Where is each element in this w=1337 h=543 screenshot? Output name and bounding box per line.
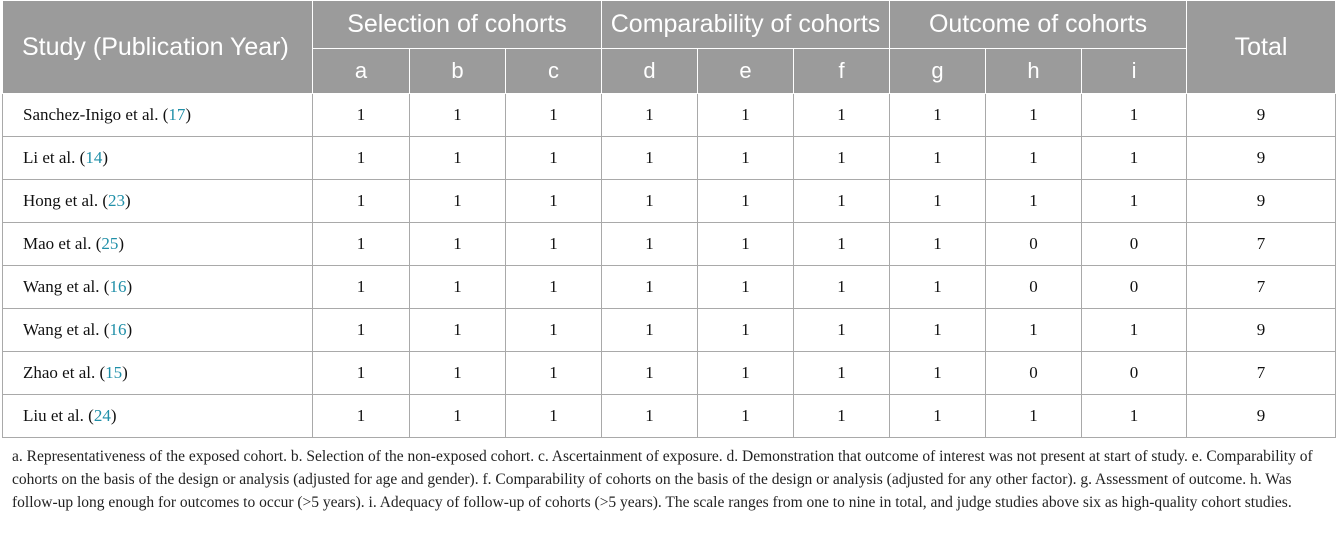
score-cell-a: 1	[313, 395, 410, 438]
score-cell-h: 1	[986, 94, 1082, 137]
close-paren: )	[185, 105, 192, 124]
total-score-cell: 7	[1187, 352, 1336, 395]
score-cell-d: 1	[602, 223, 698, 266]
close-paren: )	[126, 320, 133, 339]
total-score-cell: 7	[1187, 266, 1336, 309]
score-cell-h: 1	[986, 309, 1082, 352]
subheader-i: i	[1082, 49, 1187, 94]
subheader-f: f	[794, 49, 890, 94]
score-cell-h: 0	[986, 223, 1082, 266]
close-paren: )	[118, 234, 125, 253]
score-cell-e: 1	[698, 94, 794, 137]
score-cell-b: 1	[410, 266, 506, 309]
score-cell-g: 1	[890, 223, 986, 266]
study-name: Li et al. (	[23, 148, 86, 167]
reference-link[interactable]: 25	[101, 234, 119, 253]
score-cell-g: 1	[890, 266, 986, 309]
table-row	[3, 223, 1336, 266]
score-cell-f: 1	[794, 309, 890, 352]
study-name-cell	[3, 309, 313, 352]
total-score-cell: 7	[1187, 223, 1336, 266]
reference-link[interactable]: 16	[109, 320, 127, 339]
header-group-outcome: Outcome of cohorts	[890, 1, 1187, 49]
score-cell-g: 1	[890, 137, 986, 180]
table-row	[3, 309, 1336, 352]
reference-link[interactable]: 24	[93, 406, 111, 425]
study-name: Wang et al. (	[23, 277, 110, 296]
study-name: Hong et al. (	[23, 191, 108, 210]
study-name-cell	[3, 223, 313, 266]
score-cell-a: 1	[313, 180, 410, 223]
score-cell-g: 1	[890, 180, 986, 223]
score-cell-i: 0	[1082, 223, 1187, 266]
score-cell-d: 1	[602, 395, 698, 438]
total-score-cell: 9	[1187, 180, 1336, 223]
table-row	[3, 352, 1336, 395]
total-score-cell: 9	[1187, 395, 1336, 438]
total-score-cell: 9	[1187, 94, 1336, 137]
total-score-cell: 9	[1187, 137, 1336, 180]
subheader-d: d	[602, 49, 698, 94]
score-cell-e: 1	[698, 137, 794, 180]
reference-link[interactable]: 15	[105, 363, 123, 382]
total-score-cell: 9	[1187, 309, 1336, 352]
close-paren: )	[122, 363, 128, 382]
header-group-comparability: Comparability of cohorts	[602, 1, 890, 49]
score-cell-f: 1	[794, 137, 890, 180]
study-name-cell	[3, 395, 313, 438]
header-total: Total	[1187, 1, 1336, 94]
study-name-cell	[3, 352, 313, 395]
score-cell-f: 1	[794, 223, 890, 266]
score-cell-h: 0	[986, 352, 1082, 395]
reference-link[interactable]: 17	[168, 105, 186, 124]
score-cell-f: 1	[794, 352, 890, 395]
score-cell-d: 1	[602, 137, 698, 180]
table-row	[3, 395, 1336, 438]
score-cell-b: 1	[410, 223, 506, 266]
header-study: Study (Publication Year)	[3, 1, 313, 94]
score-cell-c: 1	[506, 266, 602, 309]
score-cell-b: 1	[410, 180, 506, 223]
score-cell-e: 1	[698, 352, 794, 395]
study-name: Wang et al. (	[23, 320, 110, 339]
score-cell-i: 1	[1082, 94, 1187, 137]
score-cell-c: 1	[506, 180, 602, 223]
score-cell-h: 1	[986, 395, 1082, 438]
score-cell-d: 1	[602, 94, 698, 137]
score-cell-g: 1	[890, 352, 986, 395]
score-cell-d: 1	[602, 309, 698, 352]
score-cell-b: 1	[410, 94, 506, 137]
score-cell-e: 1	[698, 180, 794, 223]
study-name-cell	[3, 94, 313, 137]
score-cell-e: 1	[698, 223, 794, 266]
quality-assessment-table	[2, 0, 1336, 438]
study-name-cell	[3, 266, 313, 309]
table-row	[3, 137, 1336, 180]
score-cell-e: 1	[698, 395, 794, 438]
score-cell-h: 0	[986, 266, 1082, 309]
score-cell-c: 1	[506, 223, 602, 266]
score-cell-d: 1	[602, 352, 698, 395]
close-paren: )	[126, 277, 133, 296]
score-cell-a: 1	[313, 352, 410, 395]
score-cell-e: 1	[698, 266, 794, 309]
score-cell-d: 1	[602, 180, 698, 223]
score-cell-c: 1	[506, 137, 602, 180]
score-cell-g: 1	[890, 395, 986, 438]
table-footnote: a. Representativeness of the exposed cohort. b. Selection of the non-exposed cohort. c. Ascertainment of exposure. d. Demonstration that outcome of interest was not present at start of study. e. Comparability of cohorts on the basis of the design or analysis (adjusted for age and gender). f. Comparability of cohorts on the basis of the design or analysis (adjusted for any other factor). g. Assessment of outcome. h. Was follow-up long enough for outcomes to occur (>5 years). i. Adequacy of follow-up of cohorts (>5 years). The scale ranges from one to nine in total, and judge studies above six as high-quality cohort studies.	[12, 448, 1313, 511]
table-row	[3, 94, 1336, 137]
score-cell-b: 1	[410, 352, 506, 395]
quality-assessment-table-container	[2, 0, 1335, 514]
study-name: Mao et al. (	[23, 234, 102, 253]
score-cell-a: 1	[313, 309, 410, 352]
subheader-b: b	[410, 49, 506, 94]
score-cell-i: 1	[1082, 309, 1187, 352]
score-cell-i: 0	[1082, 266, 1187, 309]
score-cell-a: 1	[313, 223, 410, 266]
score-cell-a: 1	[313, 94, 410, 137]
close-paren: )	[102, 148, 108, 167]
score-cell-i: 1	[1082, 137, 1187, 180]
score-cell-b: 1	[410, 309, 506, 352]
close-paren: )	[110, 406, 117, 425]
score-cell-f: 1	[794, 94, 890, 137]
study-name-cell	[3, 137, 313, 180]
table-row	[3, 180, 1336, 223]
score-cell-d: 1	[602, 266, 698, 309]
reference-link[interactable]: 16	[109, 277, 127, 296]
close-paren: )	[124, 191, 131, 210]
score-cell-f: 1	[794, 180, 890, 223]
score-cell-i: 1	[1082, 180, 1187, 223]
study-name: Sanchez-Inigo et al. (	[23, 105, 169, 124]
subheader-a: a	[313, 49, 410, 94]
table-body	[3, 94, 1336, 438]
study-name: Liu et al. (	[23, 406, 94, 425]
score-cell-h: 1	[986, 137, 1082, 180]
score-cell-a: 1	[313, 266, 410, 309]
header-group-selection: Selection of cohorts	[313, 1, 602, 49]
study-name-cell	[3, 180, 313, 223]
score-cell-i: 1	[1082, 395, 1187, 438]
study-name: Zhao et al. (	[23, 363, 106, 382]
reference-link[interactable]: 14	[85, 148, 103, 167]
score-cell-h: 1	[986, 180, 1082, 223]
subheader-h: h	[986, 49, 1082, 94]
score-cell-a: 1	[313, 137, 410, 180]
score-cell-c: 1	[506, 309, 602, 352]
score-cell-c: 1	[506, 94, 602, 137]
score-cell-e: 1	[698, 309, 794, 352]
score-cell-b: 1	[410, 137, 506, 180]
score-cell-b: 1	[410, 395, 506, 438]
score-cell-f: 1	[794, 395, 890, 438]
subheader-c: c	[506, 49, 602, 94]
table-row	[3, 266, 1336, 309]
score-cell-g: 1	[890, 94, 986, 137]
subheader-e: e	[698, 49, 794, 94]
score-cell-c: 1	[506, 352, 602, 395]
reference-link[interactable]: 23	[107, 191, 125, 210]
score-cell-f: 1	[794, 266, 890, 309]
header-row-groups	[3, 1, 1336, 49]
score-cell-g: 1	[890, 309, 986, 352]
subheader-g: g	[890, 49, 986, 94]
score-cell-c: 1	[506, 395, 602, 438]
score-cell-i: 0	[1082, 352, 1187, 395]
